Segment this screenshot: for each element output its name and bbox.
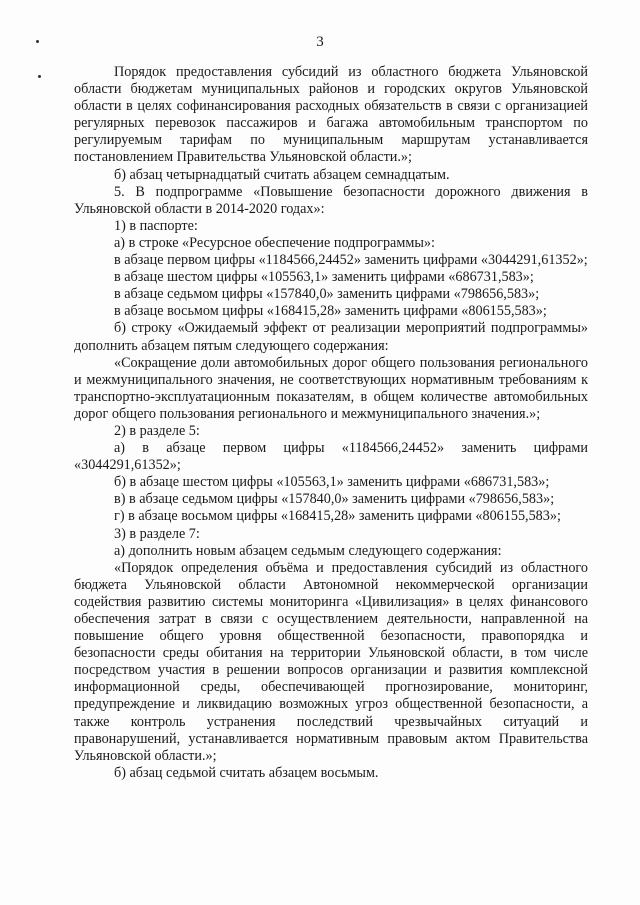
paragraph-eighth-abzac: в абзаце восьмом цифры «168415,28» заменить цифрами «806155,583»; <box>114 303 547 320</box>
paragraph-road-share: «Сокращение доли автомобильных дорог общего пользования регионального и межмуниципального значения, не соответствующих нормативным требованиям к транспортно-эксплуатационным показателям, в общем количестве автомобильных дорог общего пользования регионального и межмуниципального значения.»; <box>74 354 588 422</box>
paragraph-seventh-abzac: в абзаце седьмом цифры «157840,0» заменить цифрами «798656,583»; <box>114 286 540 303</box>
paragraph-section-5: 2) в разделе 5: <box>114 422 200 439</box>
paragraph-s7-a: а) дополнить новым абзацем седьмым следующего содержания: <box>114 542 502 559</box>
paragraph-first-abzac: в абзаце первом цифры «1184566,24452» заменить цифрами «3044291,61352»; <box>114 252 588 269</box>
document-body <box>74 64 588 782</box>
paragraph-s5-v: в) в абзаце седьмом цифры «157840,0» заменить цифрами «798656,583»; <box>114 491 555 508</box>
paragraph-s7-b: б) абзац седьмой считать абзацем восьмым. <box>114 764 379 781</box>
paragraph-subsidy-order: Порядок предоставления субсидий из областного бюджета Ульяновской области бюджетам муниципальных районов и городских округов Ульяновской области в целях софинансирования расходных обязательств в связи с организацией регулярных перевозок пассажиров и багажа автомобильным транспортом по регулируемым тарифам по муниципальным маршрутам устанавливается постановлением Правительства Ульяновской области.»; <box>74 64 588 166</box>
page-number: 3 <box>316 34 324 50</box>
paragraph-resource-line: а) в строке «Ресурсное обеспечение подпрограммы»: <box>114 234 435 251</box>
paragraph-s5-a: а) в абзаце первом цифры «1184566,24452» заменить цифрами «3044291,61352»; <box>74 440 588 474</box>
paragraph-expected-effect: б) строку «Ожидаемый эффект от реализации мероприятий подпрограммы» дополнить абзацем пятым следующего содержания: <box>74 320 588 354</box>
paragraph-s5-g: г) в абзаце восьмом цифры «168415,28» заменить цифрами «806155,583»; <box>114 508 561 525</box>
paragraph-s5-b: б) в абзаце шестом цифры «105563,1» заменить цифрами «686731,583»; <box>114 474 550 491</box>
paragraph-passport: 1) в паспорте: <box>114 217 198 234</box>
paragraph-item-b: б) абзац четырнадцатый считать абзацем семнадцатым. <box>114 166 450 183</box>
paragraph-sixth-abzac: в абзаце шестом цифры «105563,1» заменить цифрами «686731,583»; <box>114 269 534 286</box>
paragraph-item-5: 5. В подпрограмме «Повышение безопасности дорожного движения в Ульяновской области в 2014-2020 годах»: <box>74 183 588 217</box>
paragraph-section-7: 3) в разделе 7: <box>114 525 200 542</box>
scan-speck <box>38 75 41 78</box>
paragraph-civilization: «Порядок определения объёма и предоставления субсидий из областного бюджета Ульяновской области Автономной некоммерческой организации содействия развитию системы мониторинга «Цивилизация» в целях финансового обеспечения затрат в связи с осуществлением деятельности, направленной на повышение общего уровня общественной безопасности, правопорядка и безопасности среды обитания на территории Ульяновской области, в том числе посредством участия в решении вопросов организации и развития комплексной информационной среды, обеспечивающей прогнозирование, мониторинг, предупреждение и ликвидацию возможных угроз общественной безопасности, а также контроль устранения последствий чрезвычайных ситуаций и правонарушений, устанавливается нормативным правовым актом Правительства Ульяновской области.»; <box>74 559 588 764</box>
